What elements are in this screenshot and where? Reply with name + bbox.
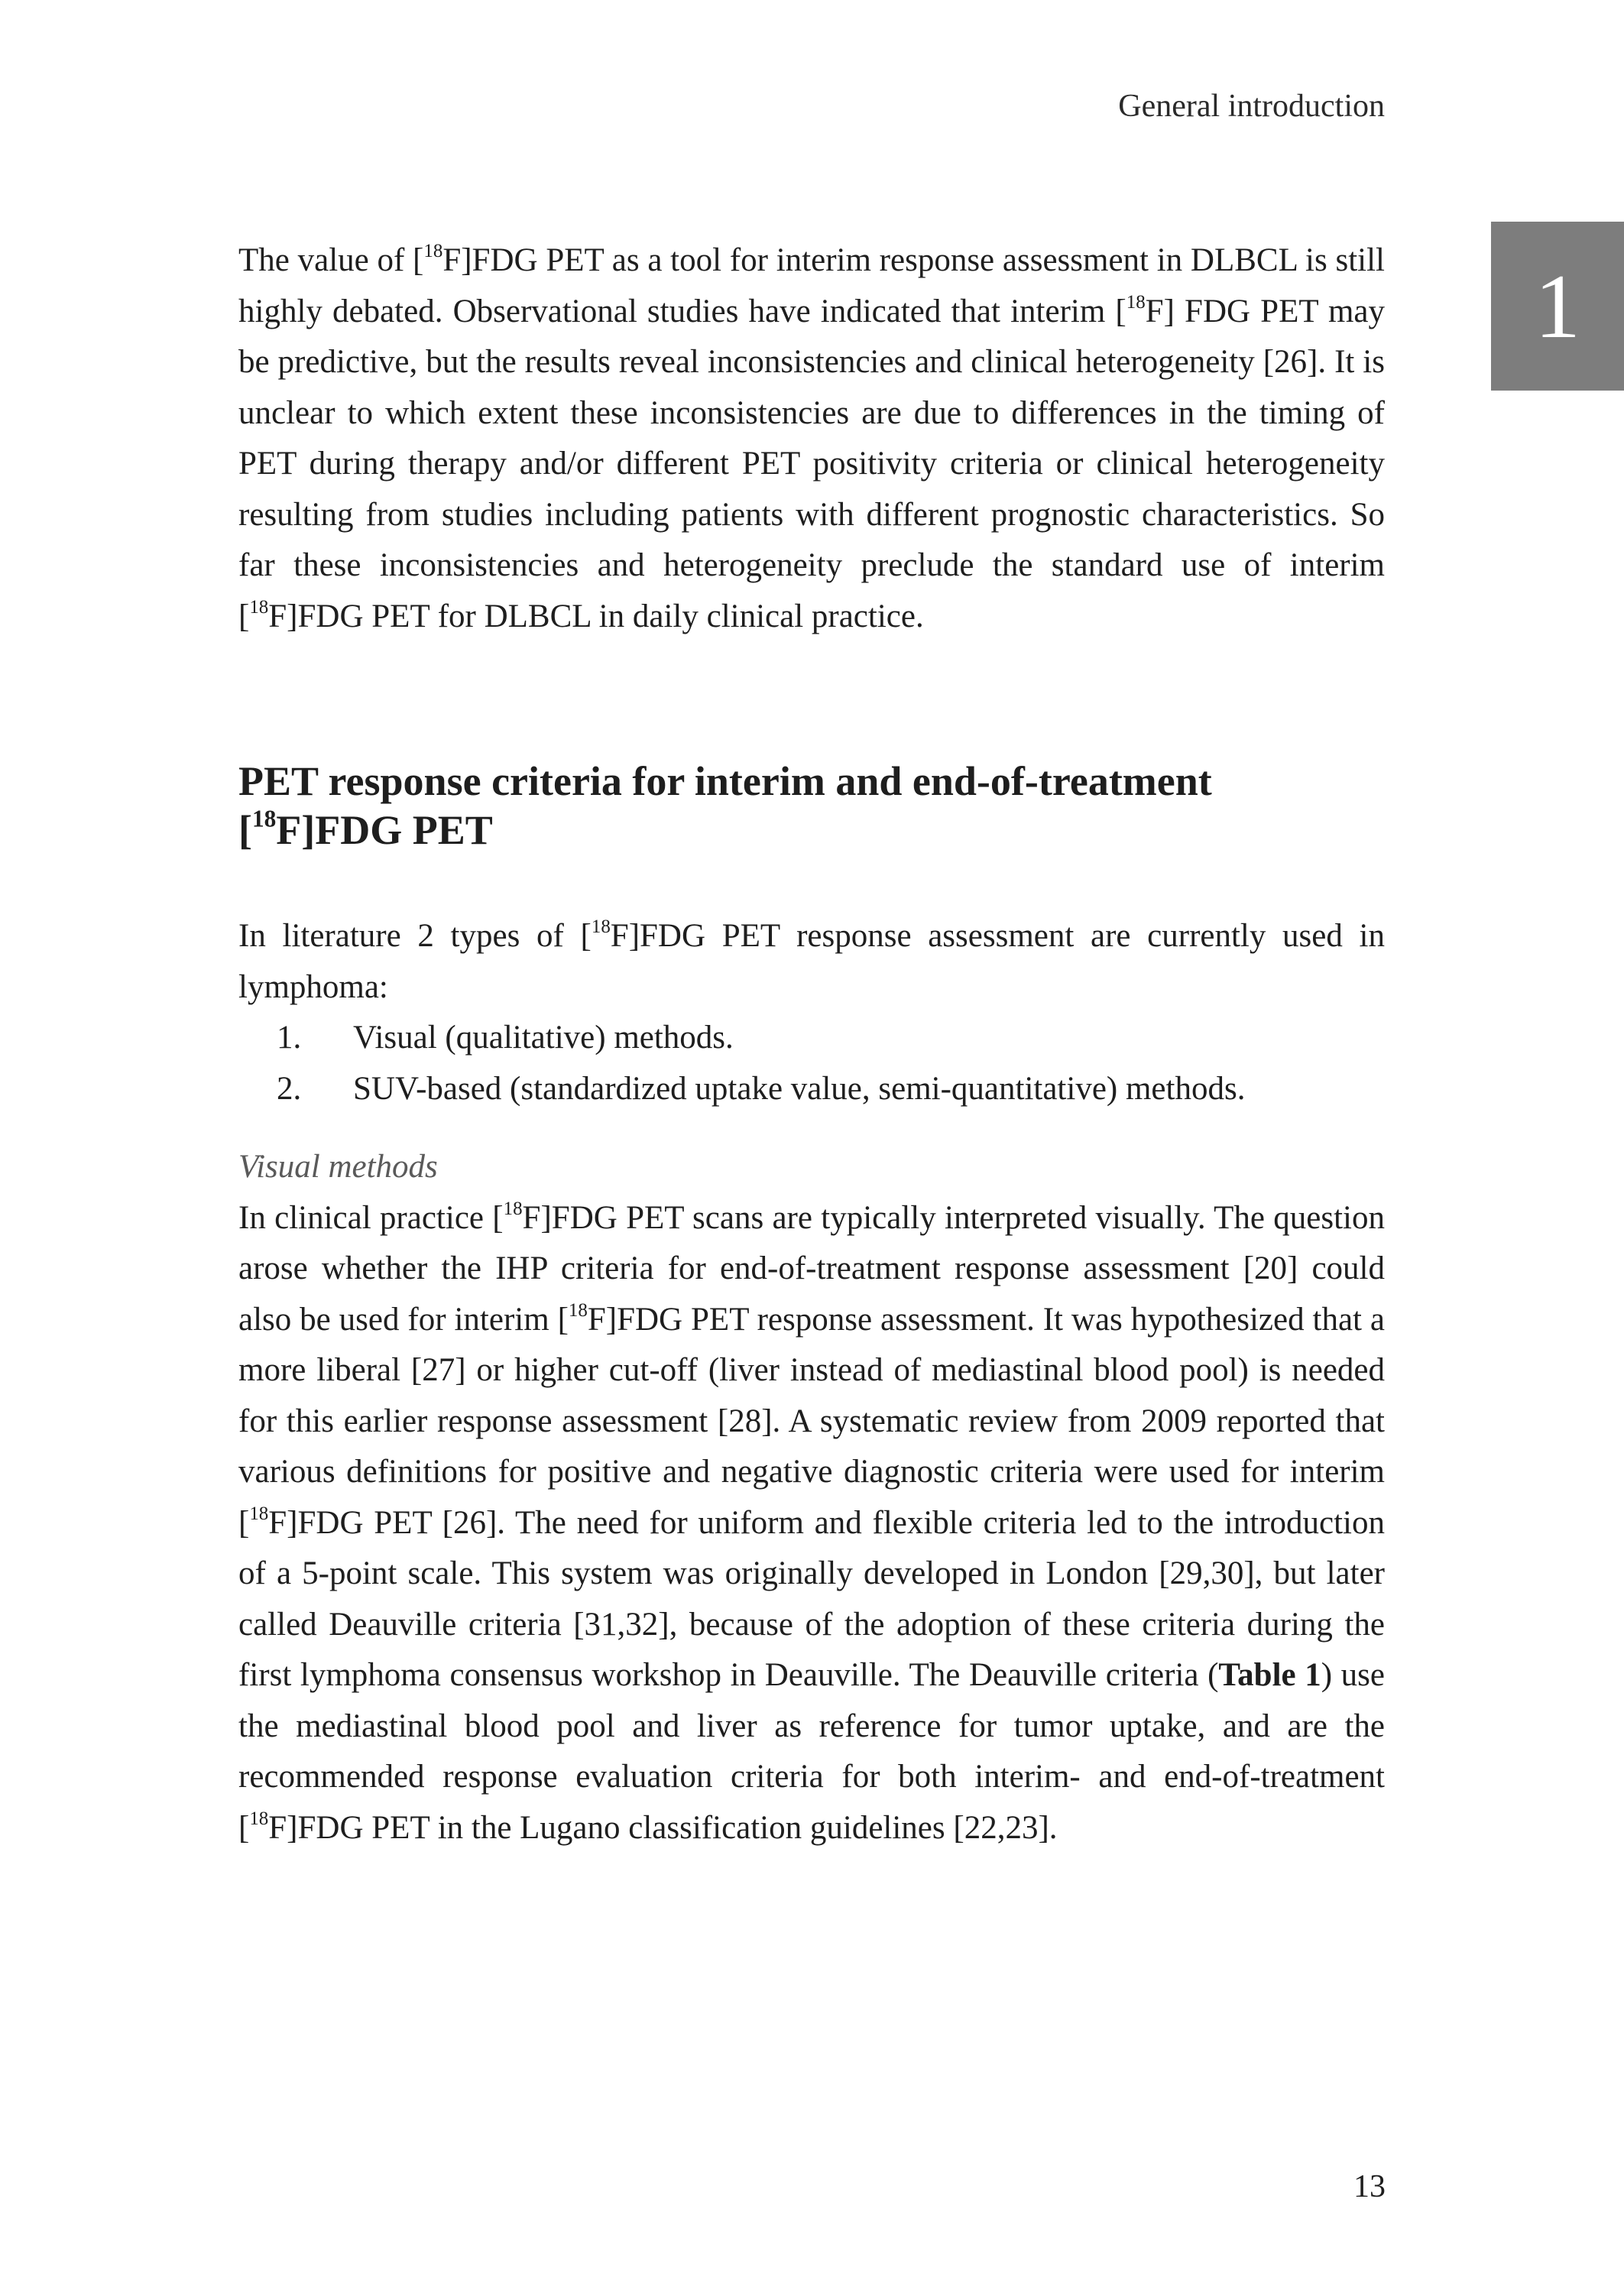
list-text: Visual (qualitative) methods. xyxy=(353,1020,734,1056)
chapter-number-tab xyxy=(1491,222,1624,391)
isotope-superscript: 18 xyxy=(1126,291,1146,313)
text-run: F]FDG PET response assessment are currently used in lymphoma: xyxy=(238,918,1386,1005)
text-run: F]FDG PET as a tool for interim response assessment in DLBCL is still highly debated. Observational studies have indicated that interim [ xyxy=(238,242,1385,329)
isotope-superscript: 18 xyxy=(251,805,277,832)
intro-paragraph xyxy=(238,235,1385,642)
text-run: In literature 2 types of [ xyxy=(238,918,592,954)
text-run: ) use the mediastinal blood pool and liver as reference for tumor uptake, and are the recommended response evaluation criteria for both interim- and end-of-treatment [ xyxy=(238,1657,1385,1846)
text-run: F]FDG PET scans are typically interpreted visually. The question arose whether the IHP criteria for end-of-treatment response assessment [20] could also be used for interim [ xyxy=(238,1199,1385,1338)
page-body xyxy=(238,235,1385,1854)
isotope-superscript: 18 xyxy=(249,1808,269,1829)
text-run: F]FDG PET for DLBCL in daily clinical practice. xyxy=(268,598,924,634)
list-text: SUV-based (standardized uptake value, semi-quantitative) methods. xyxy=(353,1070,1246,1107)
list-item xyxy=(238,1013,1385,1064)
isotope-superscript: 18 xyxy=(423,241,443,262)
list-item xyxy=(238,1064,1385,1115)
isotope-superscript: 18 xyxy=(591,916,611,938)
isotope-superscript: 18 xyxy=(249,1503,269,1524)
visual-methods-heading: Visual methods xyxy=(238,1149,438,1185)
isotope-superscript: 18 xyxy=(568,1299,588,1321)
list-number: 1. xyxy=(277,1020,302,1056)
text-run: PET response criteria for interim and end-of-treatment [ xyxy=(238,758,1212,853)
isotope-superscript: 18 xyxy=(503,1198,523,1219)
section-heading xyxy=(238,757,1385,855)
visual-methods-paragraph xyxy=(238,1193,1385,1854)
isotope-superscript: 18 xyxy=(249,596,269,618)
list-number: 2. xyxy=(277,1070,302,1107)
text-run: F]FDG PET response assessment. It was hypothesized that a more liberal [27] or higher cut-off (liver instead of mediastinal blood pool) is needed for this earlier response assessment [28]. A systematic review from 2009 reported that various definitions for positive and negative diagnostic criteria were used for interim [ xyxy=(238,1301,1385,1541)
text-run: The value of [ xyxy=(238,242,424,278)
text-run: F] FDG PET may be predictive, but the results reveal inconsistencies and clinical heterogeneity [26]. It is unclear to which extent these inconsistencies are due to differences in the timing of PET during therapy and/or different PET positivity criteria or clinical heterogeneity resulting from studies including patients with different prognostic characteristics. So far these inconsistencies and heterogeneity preclude the standard use of interim [ xyxy=(238,293,1385,634)
text-run: F]FDG PET [26]. The need for uniform and flexible criteria led to the introduction of a 5-point scale. This system was originally developed in London [29,30], but later called Deauville criteria [31,32], because of the adoption of these criteria during the first lymphoma consensus workshop in Deauville. The Deauville criteria ( xyxy=(238,1504,1385,1693)
text-run: F]FDG PET in the Lugano classification guidelines [22,23]. xyxy=(268,1809,1058,1846)
text-run: In clinical practice [ xyxy=(238,1199,504,1236)
methods-list xyxy=(238,1013,1385,1114)
running-head-title: General introduction xyxy=(1118,89,1385,124)
chapter-number: 1 xyxy=(1535,255,1580,357)
text-run: F]FDG PET xyxy=(276,807,493,853)
table-reference: Table 1 xyxy=(1218,1657,1321,1693)
types-paragraph xyxy=(238,911,1385,1013)
page-number: 13 xyxy=(1353,2169,1386,2204)
